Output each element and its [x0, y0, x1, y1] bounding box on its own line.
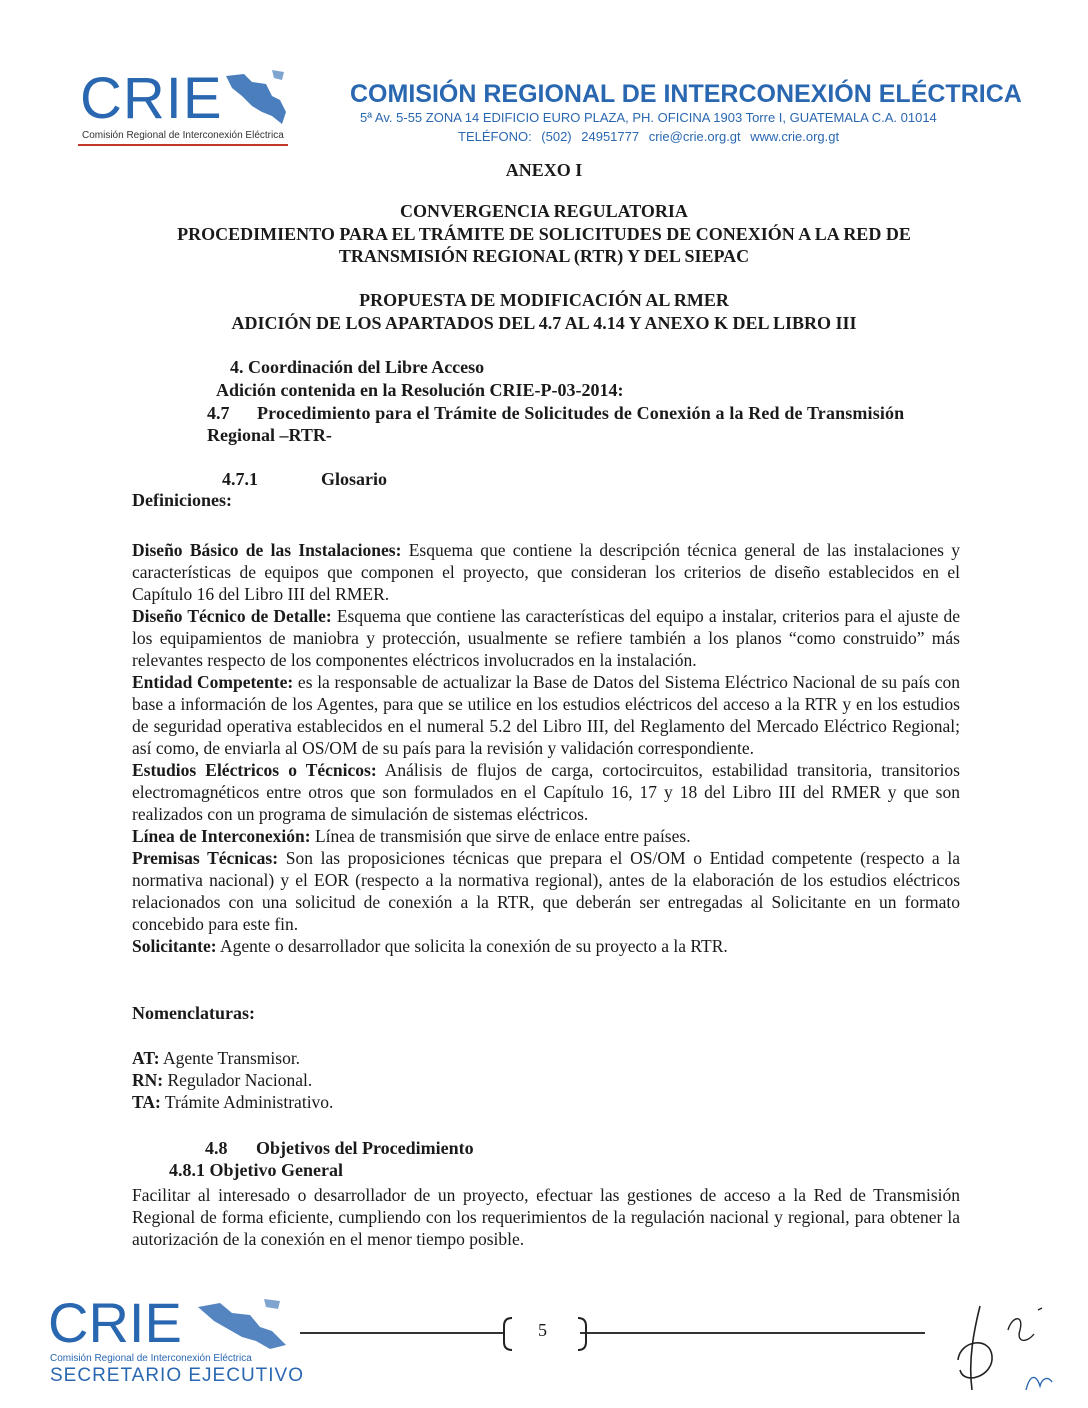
- logo-underline: [78, 144, 288, 146]
- nomenclature-text: Trámite Administrativo.: [160, 1092, 334, 1112]
- definitions-list: [132, 539, 960, 957]
- annex-title: ANEXO I: [505, 160, 583, 180]
- nomenclature-text: Agente Transmisor.: [159, 1048, 301, 1068]
- definition-item: [132, 847, 960, 935]
- stamp-wordmark: CRIE: [48, 1291, 182, 1354]
- definition-text: es la responsable de actualizar la Base de Datos del Sistema Eléctrico Nacional de su país con base a información de los Agentes, para que se utilice en los estudios eléctricos del acceso a la RTR y en los estudios de seguridad operativa establecidos en el numeral 5.2 del Libro III, del Reglamento del Mercado Eléctrico Regional; así como, de enviarla al OS/OM de su país para la revisión y validación correspondiente.: [132, 672, 961, 758]
- section-47-title-cont: Regional –RTR-: [207, 425, 332, 445]
- handwritten-signature-icon: [950, 1290, 1070, 1400]
- definition-term: Solicitante:: [132, 936, 217, 956]
- title-line-3: TRANSMISIÓN REGIONAL (RTR) Y DEL SIEPAC: [338, 246, 750, 266]
- definitions-heading: Definiciones:: [132, 490, 232, 510]
- logo-wordmark: CRIE: [80, 66, 223, 131]
- subtitle-line-1: PROPUESTA DE MODIFICACIÓN AL RMER: [359, 290, 729, 310]
- definition-term: Diseño Básico de las Instalaciones:: [132, 540, 402, 560]
- definition-term: Premisas Técnicas:: [132, 848, 279, 868]
- header-title: COMISIÓN REGIONAL DE INTERCONEXIÓN ELÉCTRICA: [350, 80, 1022, 108]
- definition-term: Diseño Técnico de Detalle:: [132, 606, 332, 626]
- header-address: 5ª Av. 5-55 ZONA 14 EDIFICIO EURO PLAZA, PH. OFICINA 1903 Torre I, GUATEMALA C.A. 01014: [360, 110, 937, 125]
- subtitle-line-2: ADICIÓN DE LOS APARTADOS DEL 4.7 AL 4.14 Y ANEXO K DEL LIBRO III: [231, 313, 857, 333]
- definition-text: Son las proposiciones técnicas que prepara el OS/OM o Entidad competente (respecto a la normativa nacional) y el EOR (respecto a la normativa regional), antes de la elaboración de los estudios eléctricos relacionados con una solicitud de conexión a la RTR, que deberán ser entregadas al Solicitante en un formato concebido para este fin.: [132, 848, 960, 934]
- definition-item: [132, 539, 960, 605]
- nomenclature-item: [132, 1069, 960, 1091]
- title-line-1: CONVERGENCIA REGULATORIA: [400, 201, 688, 221]
- definition-item: [132, 825, 960, 847]
- objective-paragraph: Facilitar al interesado o desarrollador de un proyecto, efectuar las gestiones de acceso a la Red de Transmisión Regional de forma eficiente, cumpliendo con los requerimientos de la regulación nacional y regional, para obtener la autorización de la conexión en el menor tiempo posible.: [132, 1185, 960, 1249]
- crie-logo: [72, 62, 292, 146]
- nomenclature-term: TA:: [132, 1092, 161, 1112]
- footer-rule-left: [300, 1332, 505, 1334]
- definition-term: Línea de Interconexión:: [132, 826, 311, 846]
- nomenclature-term: RN:: [132, 1070, 164, 1090]
- nomenclature-item: [132, 1091, 960, 1113]
- footer-rule-right: [580, 1332, 925, 1334]
- nomenclature-text: Regulador Nacional.: [163, 1070, 313, 1090]
- nomenclature-list: [132, 1047, 960, 1113]
- definition-item: [132, 935, 960, 957]
- definition-text: Esquema que contiene las características del equipo a instalar, criterios para el ajuste de los equipamientos de maniobra y protección, usualmente se refiere también a los planos “como construido” más relevantes respecto de los componentes eléctricos involucrados en la instalación.: [132, 606, 960, 670]
- section-481-text: [132, 1184, 960, 1250]
- nomenclature-term: AT:: [132, 1048, 160, 1068]
- definition-text: Línea de transmisión que sirve de enlace entre países.: [310, 826, 691, 846]
- logo-subtitle: Comisión Regional de Interconexión Eléctrica: [82, 130, 284, 141]
- nomenclature-item: [132, 1047, 960, 1069]
- definition-term: Estudios Eléctricos o Técnicos:: [132, 760, 377, 780]
- section-48-number: 4.8: [205, 1138, 228, 1158]
- definition-text: Esquema que contiene la descripción técnica general de las instalaciones y características de equipos que componen el proyecto, que consideran los criterios de diseño establecidos en el Capítulo 16 del Libro III del RMER.: [132, 540, 960, 604]
- section-471-number: 4.7.1: [222, 469, 258, 489]
- definition-item: [132, 759, 960, 825]
- title-line-2: PROCEDIMIENTO PARA EL TRÁMITE DE SOLICITUDES DE CONEXIÓN A LA RED DE: [177, 224, 911, 244]
- definition-text: Análisis de flujos de carga, cortocircuitos, estabilidad transitoria, transitorios electromagnéticos entre otros que son formulados en el Capítulo 16, 17 y 18 del Libro III del RMER y que son realizados con un programa de simulación de sistemas eléctricos.: [132, 760, 960, 824]
- section-47-title: Procedimiento para el Trámite de Solicitudes de Conexión a la Red de Transmisión: [257, 403, 905, 423]
- section-48-title: Objetivos del Procedimiento: [256, 1138, 474, 1158]
- nomenclature-heading: Nomenclaturas:: [132, 1003, 255, 1023]
- addition-note: Adición contenida en la Resolución CRIE-P-03-2014:: [216, 380, 624, 400]
- secretary-stamp: [44, 1291, 305, 1386]
- section-4-heading: 4. Coordinación del Libre Acceso: [230, 357, 485, 377]
- stamp-subtitle: Comisión Regional de Interconexión Eléctrica: [50, 1353, 252, 1364]
- header-contact: TELÉFONO: (502) 24951777 crie@crie.org.gt www.crie.org.gt: [458, 129, 840, 144]
- central-america-map-icon: [222, 66, 292, 130]
- stamp-role: SECRETARIO EJECUTIVO: [50, 1365, 305, 1386]
- stamp-map-icon: [194, 1295, 294, 1351]
- definition-term: Entidad Competente:: [132, 672, 294, 692]
- section-471-title: Glosario: [321, 469, 387, 489]
- section-481-heading: 4.8.1 Objetivo General: [169, 1160, 343, 1180]
- definition-item: [132, 671, 960, 759]
- section-47-number: 4.7: [207, 403, 230, 423]
- definition-text: Agente o desarrollador que solicita la conexión de su proyecto a la RTR.: [216, 936, 728, 956]
- definition-item: [132, 605, 960, 671]
- page-number: 5: [538, 1320, 547, 1340]
